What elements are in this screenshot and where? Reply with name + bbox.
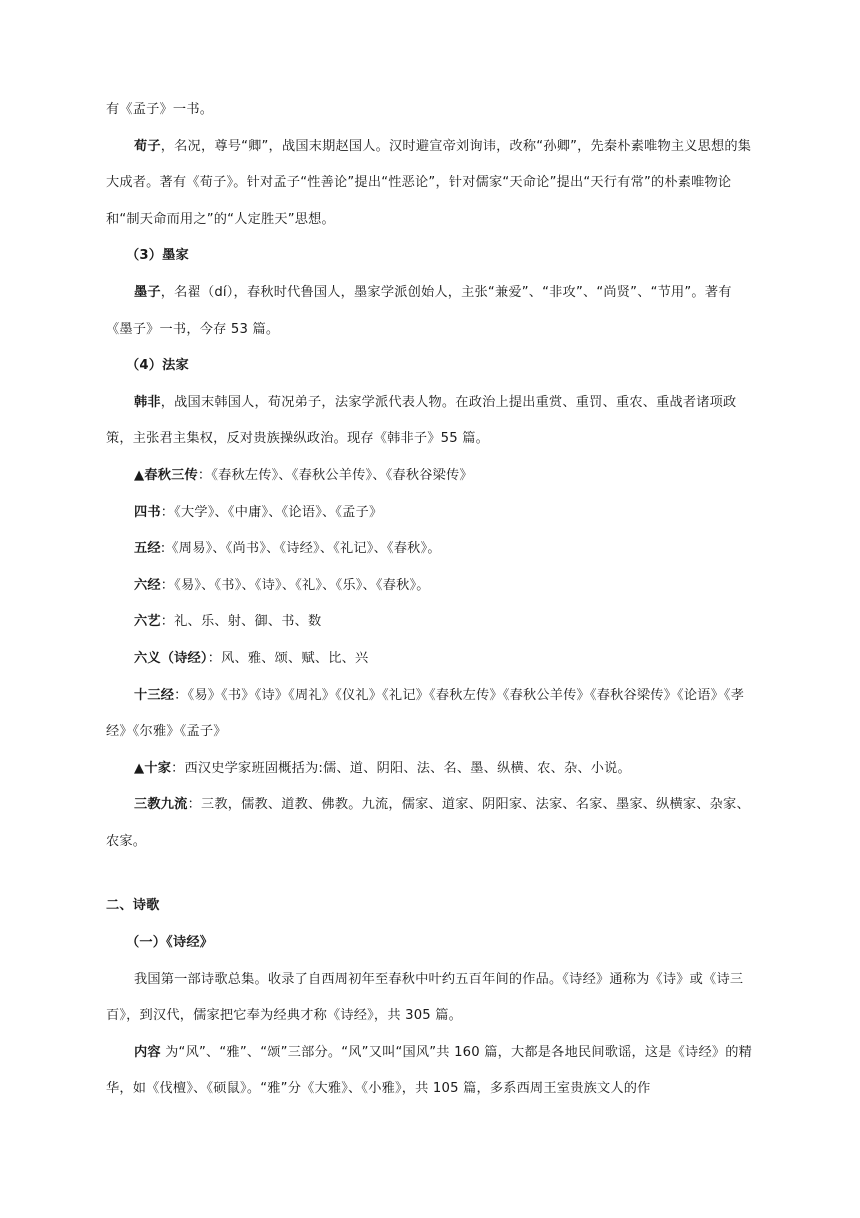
term-neirong: 内容 — [134, 1044, 161, 1060]
term-liuyi: 六艺 — [134, 614, 161, 630]
heading-mojia: （3）墨家 — [126, 248, 189, 264]
chunqiu-list: ：《春秋左传》、《春秋公羊传》、《春秋谷梁传》 — [197, 467, 473, 483]
term-shisanjing: 十三经 — [134, 687, 175, 703]
heading-shijing: （一）《诗经》 — [126, 935, 214, 951]
section-gap — [106, 860, 756, 888]
paragraph-xunzi — [106, 129, 756, 239]
section-heading-poetry: 二、诗歌 — [106, 898, 160, 914]
paragraph-shijing-intro: 我国第一部诗歌总集。收录了自西周初年至春秋中叶约五百年间的作品。《诗经》通称为《诗》或《诗三百》，到汉代，儒家把它奉为经典才称《诗经》，共 305 篇。 — [106, 971, 744, 1024]
neirong-description: 为“风”、“雅”、“颂”三部分。“风”又叫“国风”共 160 篇，大都是各地民间歌谣，这是《诗经》的精华，如《伐檀》、《硕鼠》。“雅”分《大雅》、《小雅》，共 105 篇，多系西周王室贵族文人的作 — [106, 1044, 752, 1097]
liuyi-list: ：礼、乐、射、御、书、数 — [160, 614, 322, 630]
document-page — [106, 92, 756, 1108]
paragraph-wujing — [106, 531, 756, 568]
sanjiao-jiuliu-list: ：三教，儒教、道教、佛教。九流，儒家、道家、阴阳家、法家、名家、墨家、纵横家、杂家、农家。 — [106, 797, 750, 849]
term-liujing: 六经 — [134, 577, 161, 593]
paragraph-sishu — [106, 495, 756, 532]
paragraph-mengzi-end: 有《孟子》一书。 — [106, 102, 214, 117]
term-liuyi-shijing: 六义（诗经） — [134, 650, 208, 666]
term-chunqiu-sanzhuan: ▲春秋三传 — [134, 467, 198, 483]
paragraph-sanjiao-jiuliu — [106, 787, 756, 860]
paragraph-hanfei — [106, 385, 756, 458]
liujing-list: ：《易》、《书》、《诗》、《礼》、《乐》、《春秋》。 — [160, 577, 430, 593]
term-xunzi: 荀子 — [134, 138, 161, 154]
heading-fajia: （4）法家 — [126, 358, 189, 374]
sishu-list: ：《大学》、《中庸》、《论语》、《孟子》 — [160, 504, 383, 520]
shisanjing-list: ：《易》《书》《诗》《周礼》《仪礼》《礼记》《春秋左传》《春秋公羊传》《春秋谷梁传》《论语》《孝经》《尔雅》《孟子》 — [106, 687, 745, 740]
paragraph-chunqiu-sanzhuan — [106, 458, 756, 495]
paragraph-mozi — [106, 275, 756, 348]
wujing-list: :《周易》、《尚书》、《诗经》、《礼记》、《春秋》。 — [160, 541, 441, 557]
term-sishu: 四书 — [134, 504, 161, 520]
shijia-list: ：西汉史学家班固概括为:儒、道、阴阳、法、名、墨、纵横、农、杂、小说。 — [171, 760, 631, 776]
term-sanjiao-jiuliu: 三教九流 — [134, 797, 188, 813]
term-shijia: ▲十家 — [134, 760, 172, 776]
hanfei-description: ，战国末韩国人，荀况弟子，法家学派代表人物。在政治上提出重赏、重罚、重农、重战者诸项政策，主张君主集权，反对贵族操纵政治。现存《韩非子》55 篇。 — [106, 394, 737, 447]
paragraph-shijia — [106, 751, 756, 788]
paragraph-liujing — [106, 568, 756, 605]
paragraph-shijing-content — [106, 1035, 756, 1108]
term-wujing: 五经 — [134, 541, 161, 557]
term-mozi: 墨子 — [134, 284, 161, 300]
xunzi-description: ，名况，尊号“卿”，战国末期赵国人。汉时避宣帝刘询讳，改称“孙卿”，先秦朴素唯物主义思想的集大成者。著有《荀子》。针对孟子“性善论”提出“性恶论”，针对儒家“天命论”提出“天行有常”的朴素唯物论和“制天命而用之”的“人定胜天”思想。 — [106, 138, 752, 227]
paragraph-liuyi-shijing — [106, 641, 756, 678]
paragraph-shisanjing — [106, 678, 756, 751]
liuyi-shijing-list: ：风、雅、颂、赋、比、兴 — [207, 650, 369, 666]
paragraph-liuyi — [106, 604, 756, 641]
mozi-description: ，名翟（dí），春秋时代鲁国人，墨家学派创始人，主张“兼爱”、“非攻”、“尚贤”、“节用”。著有《墨子》一书，今存 53 篇。 — [106, 284, 732, 337]
term-hanfei: 韩非 — [134, 394, 161, 410]
